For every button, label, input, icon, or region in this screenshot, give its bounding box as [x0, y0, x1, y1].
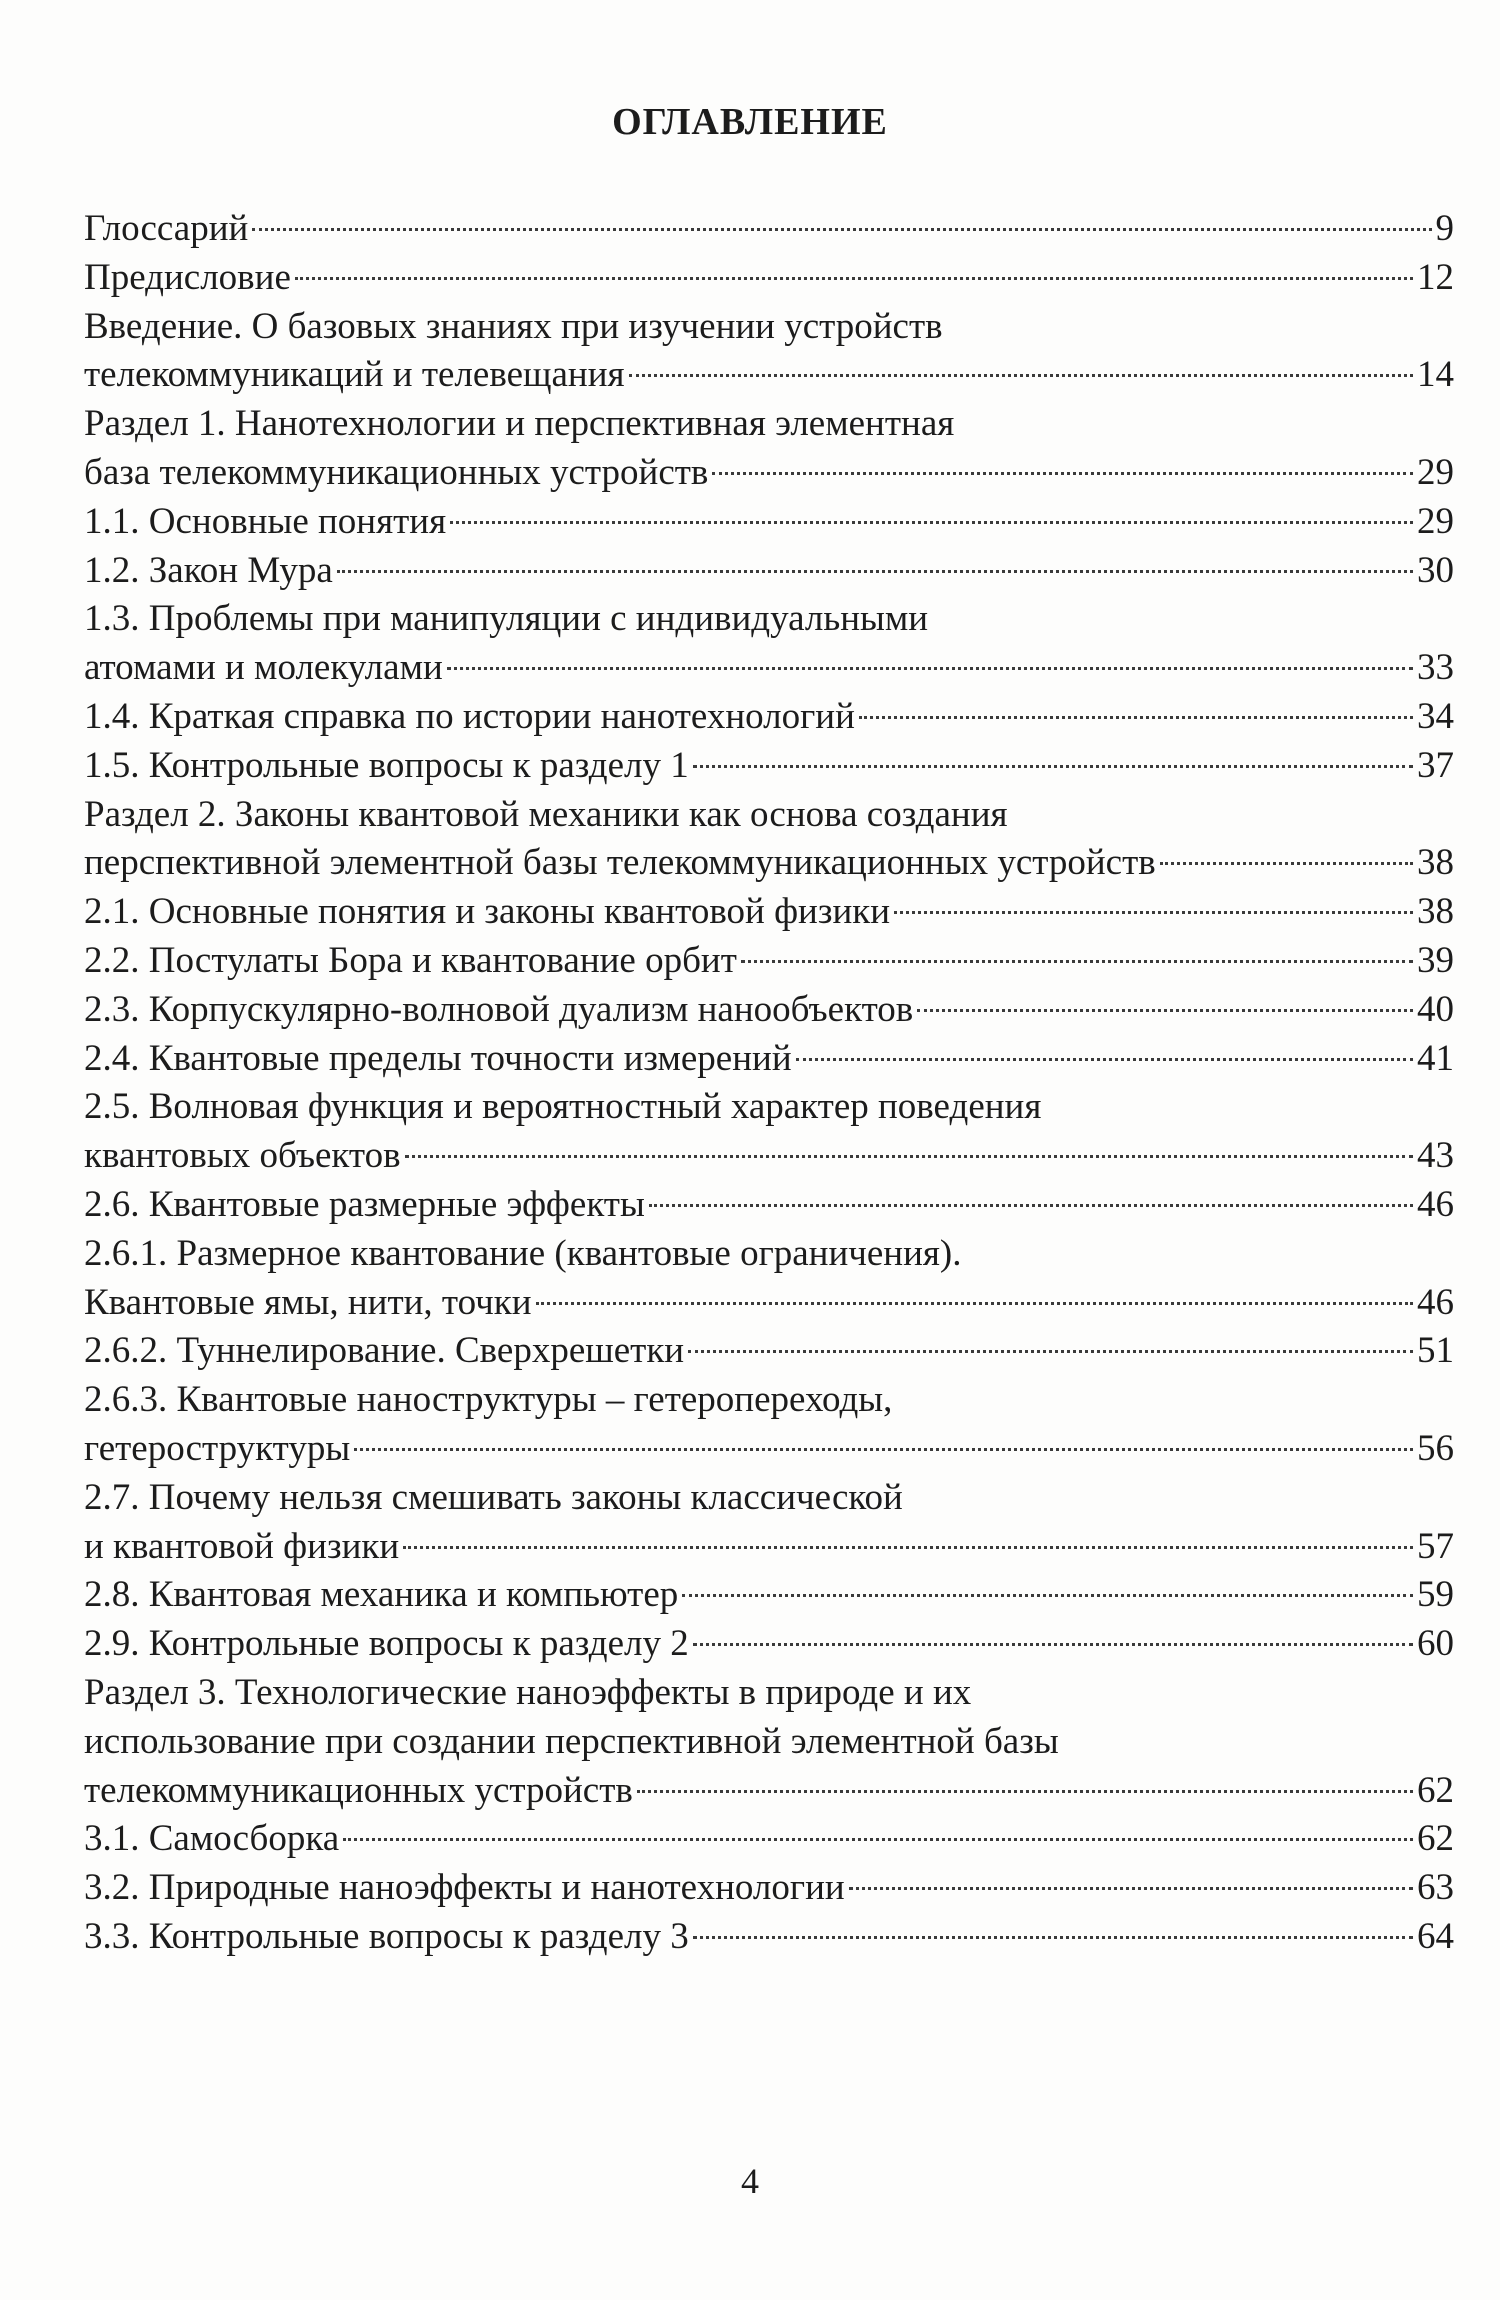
dot-leader: [536, 1302, 1413, 1305]
toc-entry-row: [84, 254, 1454, 303]
toc-entry-text: 2.7. Почему нельзя смешивать законы классической: [84, 1476, 903, 1518]
toc-entry-row: [84, 986, 1454, 1035]
toc-entry-row: [84, 742, 1454, 791]
toc-entry-row: [84, 1035, 1454, 1084]
dot-leader: [649, 1204, 1413, 1207]
toc-entry-page: 37: [1417, 744, 1454, 786]
toc-entry: [84, 1620, 1454, 1669]
toc-entry: [84, 1864, 1454, 1913]
toc-entry-text: Квантовые ямы, нити, точки: [84, 1281, 532, 1323]
dot-leader: [693, 1643, 1413, 1646]
toc-entry-row: [84, 1181, 1454, 1230]
dot-leader: [343, 1838, 1413, 1841]
toc-entry-text: 1.5. Контрольные вопросы к разделу 1: [84, 744, 689, 786]
toc-entry-page: 30: [1417, 549, 1454, 591]
dot-leader: [1160, 862, 1413, 865]
toc-entry-text: и квантовой физики: [84, 1525, 400, 1567]
toc-entry-text: Глоссарий: [84, 208, 249, 249]
toc-entry: [84, 205, 1454, 254]
toc-entry-text: использование при создании перспективной элементной базы: [84, 1720, 1059, 1762]
toc-entry-text: 2.6.2. Туннелирование. Сверхрешетки: [84, 1330, 685, 1372]
toc-entry-row: [84, 1571, 1454, 1620]
toc-entry-page: 38: [1417, 842, 1454, 884]
toc-entry-text: 2.5. Волновая функция и вероятностный характер поведения: [84, 1086, 1042, 1128]
toc-entry-page: 62: [1417, 1818, 1454, 1860]
toc-entry-row: [84, 351, 1454, 400]
dot-leader: [741, 960, 1413, 963]
toc-entry-text: гетероструктуры: [84, 1427, 351, 1469]
toc-entry-text: 2.3. Корпускулярно-волновой дуализм нанообъектов: [84, 988, 914, 1030]
toc-entry: [84, 1376, 1454, 1474]
toc-entry: [84, 254, 1454, 303]
toc-entry-row: [84, 1425, 1454, 1474]
toc-entry-text: Раздел 2. Законы квантовой механики как основа создания: [84, 793, 1008, 835]
toc-entry-page: 29: [1417, 500, 1454, 542]
toc-entry-row: [84, 1864, 1454, 1913]
toc-entry: [84, 547, 1454, 596]
toc-entry-row: [84, 1767, 1454, 1816]
dot-leader: [712, 472, 1413, 475]
toc-entry-text: 3.1. Самосборка: [84, 1818, 340, 1860]
toc-entry-text: квантовых объектов: [84, 1135, 401, 1177]
toc-entry-page: 38: [1417, 891, 1454, 933]
toc-entry-text: перспективной элементной базы телекоммуникационных устройств: [84, 842, 1156, 884]
toc-entry-row: [84, 1913, 1454, 1962]
toc-entry-page: 56: [1417, 1427, 1454, 1469]
toc-entry-text: 1.1. Основные понятия: [84, 500, 447, 542]
toc-entry-text: 1.3. Проблемы при манипуляции с индивидуальными: [84, 598, 929, 640]
toc-entry-text: 2.9. Контрольные вопросы к разделу 2: [84, 1623, 689, 1665]
toc-entry-page: 60: [1417, 1623, 1454, 1665]
dot-leader: [917, 1009, 1413, 1012]
toc-entry-text: 2.1. Основные понятия и законы квантовой физики: [84, 891, 891, 933]
toc-entry-text: Введение. О базовых знаниях при изучении устройств: [84, 305, 943, 347]
toc-entry-text: 1.2. Закон Мура: [84, 549, 333, 591]
toc-entry-text: 2.6.3. Квантовые наноструктуры – гетеропереходы,: [84, 1379, 893, 1421]
toc-entry: [84, 1474, 1454, 1572]
toc-entry-page: 12: [1417, 256, 1454, 298]
toc-entry-row: [84, 1620, 1454, 1669]
toc-entry: [84, 498, 1454, 547]
toc-entry: [84, 791, 1454, 889]
toc-entry: [84, 986, 1454, 1035]
toc-entry: [84, 595, 1454, 693]
toc-entry-row: [84, 1132, 1454, 1181]
toc-entry-text: база телекоммуникационных устройств: [84, 451, 709, 493]
toc-entry-text: 1.4. Краткая справка по истории нанотехнологий: [84, 695, 855, 737]
toc-entry-page: 64: [1417, 1915, 1454, 1957]
dot-leader: [849, 1887, 1413, 1890]
toc-list: [84, 205, 1454, 1962]
toc-entry-page: 43: [1417, 1135, 1454, 1177]
dot-leader: [682, 1594, 1413, 1597]
toc-entry-row: [84, 205, 1454, 254]
toc-entry: [84, 1571, 1454, 1620]
toc-entry-text: 3.3. Контрольные вопросы к разделу 3: [84, 1915, 689, 1957]
toc-entry-page: 57: [1417, 1525, 1454, 1567]
toc-entry-row: [84, 1327, 1454, 1376]
dot-leader: [637, 1790, 1413, 1793]
toc-entry-text: телекоммуникационных устройств: [84, 1769, 633, 1811]
toc-entry: [84, 1035, 1454, 1084]
page-number: 4: [741, 2161, 759, 2201]
toc-entry-text: 2.6. Квантовые размерные эффекты: [84, 1183, 645, 1225]
toc-entry-text: 2.6.1. Размерное квантование (квантовые ограничения).: [84, 1232, 962, 1274]
dot-leader: [337, 570, 1413, 573]
toc-entry-text: телекоммуникаций и телевещания: [84, 354, 625, 396]
toc-entry: [84, 303, 1454, 401]
toc-entry: [84, 1913, 1454, 1962]
toc-entry-page: 63: [1417, 1867, 1454, 1909]
toc-entry-text: 2.8. Квантовая механика и компьютер: [84, 1574, 679, 1616]
toc-entry-row: [84, 547, 1454, 596]
toc-entry-row: [84, 888, 1454, 937]
toc-entry-text: Раздел 3. Технологические наноэффекты в природе и их: [84, 1671, 972, 1713]
toc-entry-page: 46: [1417, 1281, 1454, 1323]
toc-entry: [84, 693, 1454, 742]
toc-entry: [84, 1815, 1454, 1864]
toc-entry-row: [84, 498, 1454, 547]
toc-entry-row: [84, 449, 1454, 498]
toc-entry-text: атомами и молекулами: [84, 647, 443, 689]
dot-leader: [894, 911, 1413, 914]
dot-leader: [859, 716, 1413, 719]
toc-entry: [84, 937, 1454, 986]
toc-entry-page: 62: [1417, 1769, 1454, 1811]
toc-entry: [84, 1181, 1454, 1230]
toc-entry-text: 2.2. Постулаты Бора и квантование орбит: [84, 939, 737, 981]
toc-entry-page: 51: [1417, 1330, 1454, 1372]
dot-leader: [354, 1448, 1413, 1451]
toc-title: ОГЛАВЛЕНИЕ: [612, 101, 888, 143]
toc-entry-page: 59: [1417, 1574, 1454, 1616]
dot-leader: [629, 374, 1413, 377]
toc-entry-page: 39: [1417, 939, 1454, 981]
toc-entry-row: [84, 693, 1454, 742]
dot-leader: [447, 667, 1413, 670]
toc-entry: [84, 1669, 1454, 1815]
dot-leader: [295, 277, 1413, 280]
dot-leader: [405, 1155, 1413, 1158]
toc-entry: [84, 1083, 1454, 1181]
toc-entry-row: [84, 1523, 1454, 1572]
toc-entry-row: [84, 937, 1454, 986]
dot-leader: [693, 1936, 1413, 1939]
dot-leader: [403, 1546, 1413, 1549]
toc-entry-page: 9: [1435, 208, 1454, 249]
toc-entry-page: 33: [1417, 647, 1454, 689]
toc-entry-page: 14: [1417, 354, 1454, 396]
dot-leader: [252, 228, 1431, 231]
toc-entry: [84, 1230, 1454, 1328]
toc-entry-row: [84, 839, 1454, 888]
toc-entry-text: 3.2. Природные наноэффекты и нанотехнологии: [84, 1867, 845, 1909]
toc-entry: [84, 400, 1454, 498]
toc-entry-page: 46: [1417, 1183, 1454, 1225]
toc-entry-text: 2.4. Квантовые пределы точности измерений: [84, 1037, 792, 1079]
toc-entry-page: 34: [1417, 695, 1454, 737]
toc-entry-text: Предисловие: [84, 256, 291, 298]
dot-leader: [796, 1058, 1413, 1061]
toc-entry-row: [84, 1279, 1454, 1328]
dot-leader: [693, 765, 1413, 768]
toc-entry-row: [84, 644, 1454, 693]
toc-entry: [84, 888, 1454, 937]
toc-entry-page: 41: [1417, 1037, 1454, 1079]
toc-entry-page: 29: [1417, 451, 1454, 493]
toc-entry: [84, 1327, 1454, 1376]
dot-leader: [688, 1350, 1413, 1353]
toc-entry-page: 40: [1417, 988, 1454, 1030]
toc-entry-text: Раздел 1. Нанотехнологии и перспективная элементная: [84, 403, 955, 445]
toc-entry: [84, 742, 1454, 791]
toc-entry-row: [84, 1815, 1454, 1864]
dot-leader: [450, 521, 1413, 524]
